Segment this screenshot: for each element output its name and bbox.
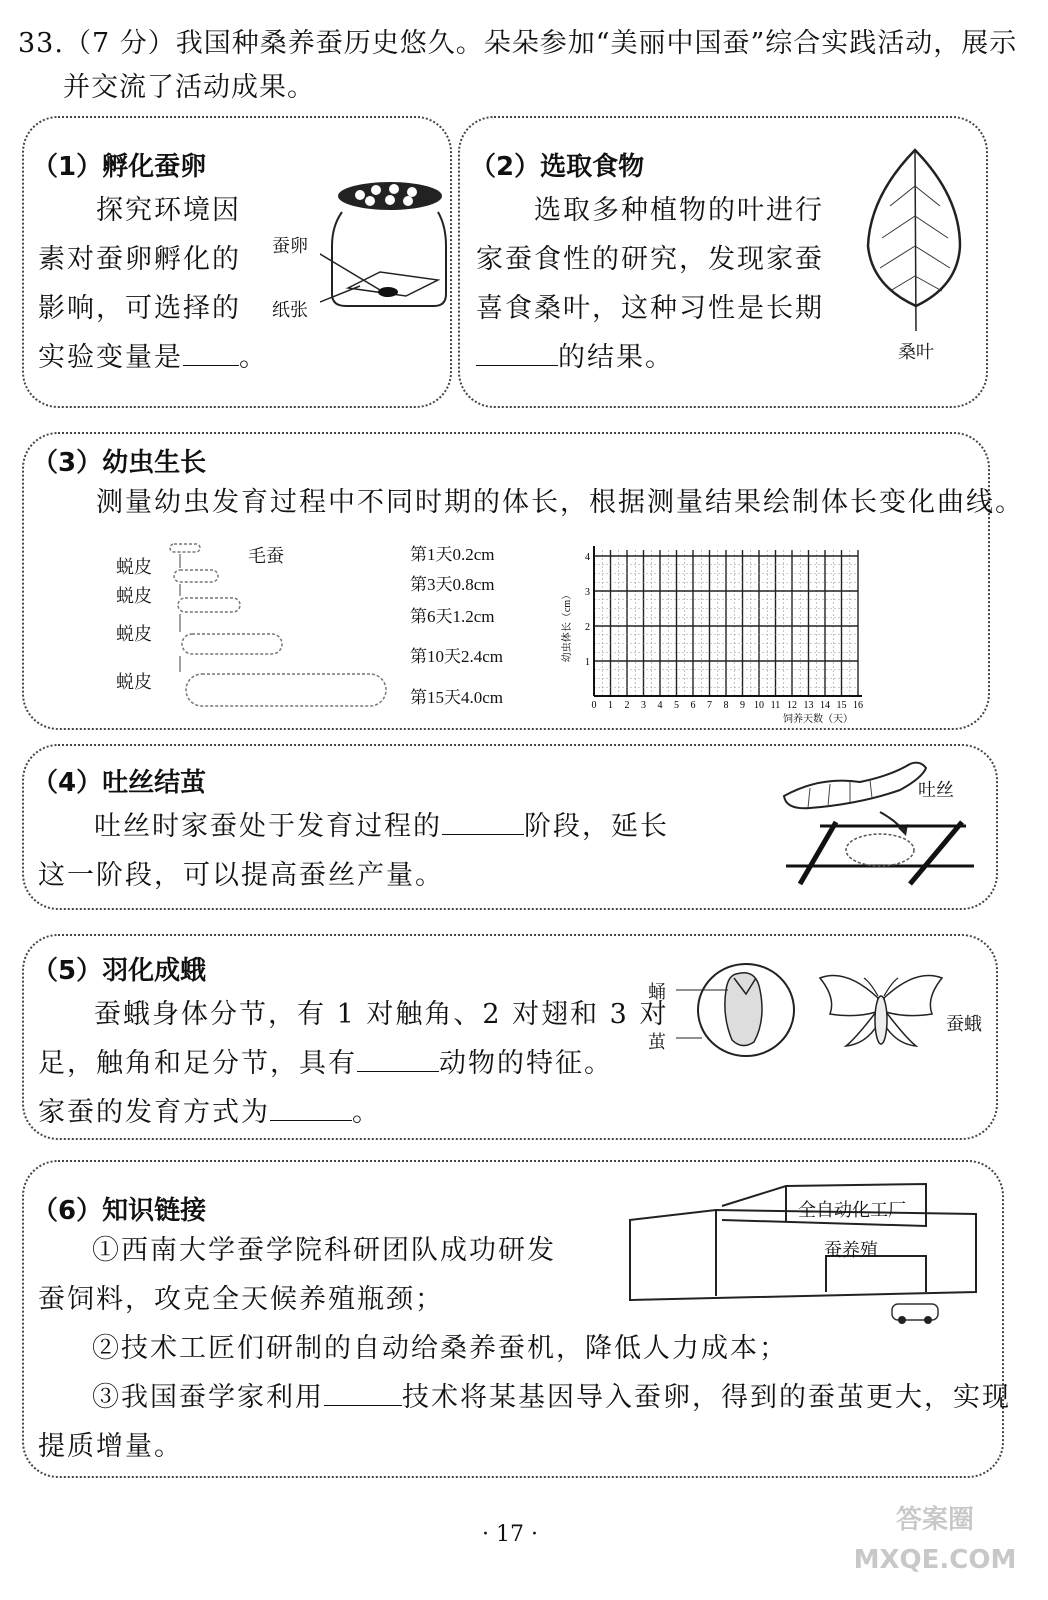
label-pupa: 蛹: [648, 982, 666, 1003]
s5-line-2b: 动物的特征。: [439, 1048, 613, 1079]
page-number: · 17 ·: [482, 1522, 538, 1547]
jar-illustration: [320, 176, 450, 316]
x-tick-label: 1: [608, 700, 613, 711]
label-larva: 毛蚕: [248, 546, 284, 567]
x-tick-label: 10: [754, 700, 764, 711]
label-silk: 吐丝: [918, 780, 954, 801]
s6-p3b: 技术将某基因导入蚕卵，得到的蚕茧更大，实现: [402, 1382, 1011, 1413]
question-line-2: 并交流了活动成果。: [63, 72, 315, 103]
s5-line-3a: 家蚕的发育方式为: [38, 1097, 270, 1128]
y-tick-label: 3: [585, 587, 590, 598]
s2-end: 的结果。: [558, 342, 674, 373]
s6-p2: ②技术工匠们研制的自动给桑养蚕机，降低人力成本；: [92, 1333, 788, 1364]
s1-line-3: 影响，可选择的: [38, 293, 241, 324]
s1-line-4: 实验变量是: [38, 342, 183, 373]
mulberry-leaf-illustration: [860, 146, 970, 346]
section-4-text: [38, 802, 758, 900]
x-tick-label: 3: [641, 700, 646, 711]
x-tick-label: 8: [723, 700, 729, 711]
answer-blank-5[interactable]: [270, 1094, 352, 1121]
question-line-1: 33.（7 分）我国种桑养蚕历史悠久。朵朵参加“美丽中国蚕”综合实践活动，展示: [18, 28, 1018, 59]
s6-p3c: 提质增量。: [38, 1431, 183, 1462]
s6-p3a: ③我国蚕学家利用: [92, 1382, 324, 1413]
s1-line-1: 探究环境因: [96, 195, 241, 226]
label-paper: 纸张: [272, 300, 308, 321]
s5-line-2a: 足，触角和足分节，具有: [38, 1048, 357, 1079]
s4-line-2: 这一阶段，可以提高蚕丝产量。: [38, 860, 444, 891]
x-tick-label: 14: [820, 700, 830, 711]
answer-blank-6[interactable]: [324, 1379, 402, 1406]
section-3-title: （3）幼虫生长: [32, 448, 207, 478]
y-tick-label: 1: [585, 657, 590, 668]
section-1-title: （1）孵化蚕卵: [32, 152, 207, 182]
x-tick-label: 16: [853, 700, 863, 711]
measure-day-1: 第1天0.2cm: [410, 545, 495, 564]
label-molt-2: 蜕皮: [116, 586, 152, 607]
x-tick-label: 12: [787, 700, 797, 711]
s2-line-3: 喜食桑叶，这种习性是长期: [476, 293, 824, 324]
section-4-title: （4）吐丝结茧: [32, 768, 207, 798]
s6-p1a: ①西南大学蚕学院科研团队成功研发: [92, 1235, 556, 1266]
x-tick-label: 7: [707, 700, 712, 711]
body-length-chart[interactable]: [556, 540, 886, 724]
measure-day-6: 第6天1.2cm: [410, 607, 495, 626]
s2-line-1: 选取多种植物的叶进行: [534, 195, 824, 226]
s5-line-1: 蚕蛾身体分节，有 1 对触角、2 对翅和 3 对: [94, 999, 669, 1030]
s4-line-1b: 阶段，延长: [524, 811, 669, 842]
x-tick-label: 0: [591, 700, 597, 711]
x-tick-label: 4: [657, 700, 663, 711]
label-egg: 蚕卵: [272, 236, 308, 257]
x-tick-label: 6: [690, 700, 696, 711]
cocoon-illustration: [676, 960, 806, 1070]
y-tick-label: 4: [585, 552, 590, 563]
section-2-text: [476, 186, 856, 382]
answer-blank-1[interactable]: [183, 339, 239, 366]
x-tick-label: 5: [674, 700, 679, 711]
factory-subsign: 蚕养殖: [824, 1240, 878, 1261]
moth-illustration: [816, 968, 946, 1058]
s5-line-3b: 。: [352, 1097, 381, 1128]
label-molt-1: 蜕皮: [116, 557, 152, 578]
x-tick-label: 9: [740, 700, 745, 711]
section-1-text: [38, 186, 268, 382]
s6-p1b: 蚕饲料，攻克全天候养殖瓶颈；: [38, 1284, 444, 1315]
measure-day-3: 第3天0.8cm: [410, 575, 495, 594]
s1-end: 。: [239, 342, 268, 373]
label-moth: 蚕蛾: [946, 1014, 982, 1035]
s4-line-1a: 吐丝时家蚕处于发育过程的: [94, 811, 442, 842]
x-tick-label: 15: [836, 700, 847, 711]
y-tick-label: 2: [585, 622, 590, 633]
x-tick-label: 13: [803, 700, 814, 711]
x-tick-label: 2: [624, 700, 630, 711]
answer-blank-3[interactable]: [442, 808, 524, 835]
s2-line-2: 家蚕食性的研究，发现家蚕: [476, 244, 824, 275]
label-molt-4: 蜕皮: [116, 672, 152, 693]
label-molt-3: 蜕皮: [116, 624, 152, 645]
answer-blank-2[interactable]: [476, 339, 558, 366]
section-3-text: 测量幼虫发育过程中不同时期的体长，根据测量结果绘制体长变化曲线。: [96, 487, 1024, 518]
section-2-title: （2）选取食物: [470, 152, 645, 182]
label-leaf: 桑叶: [898, 342, 934, 363]
label-cocoon: 茧: [648, 1032, 666, 1053]
watermark: 答案圈 MXQE.COM: [853, 1505, 1017, 1575]
x-axis-label: 饲养天数（天）: [783, 714, 853, 724]
answer-blank-4[interactable]: [357, 1045, 439, 1072]
section-5-text: [38, 990, 669, 1137]
measure-day-15: 第15天4.0cm: [410, 688, 504, 707]
s1-line-2: 素对蚕卵孵化的: [38, 244, 241, 275]
section-6-title: （6）知识链接: [32, 1196, 207, 1226]
factory-sign: 全自动化工厂: [798, 1200, 906, 1221]
measure-day-10: 第10天2.4cm: [410, 647, 504, 666]
larva-growth-illustration: [160, 540, 400, 720]
y-axis-label: 幼虫体长（cm）: [562, 589, 573, 663]
section-5-title: （5）羽化成蛾: [32, 956, 207, 986]
x-tick-label: 11: [770, 700, 781, 711]
question-header: [18, 22, 1018, 110]
